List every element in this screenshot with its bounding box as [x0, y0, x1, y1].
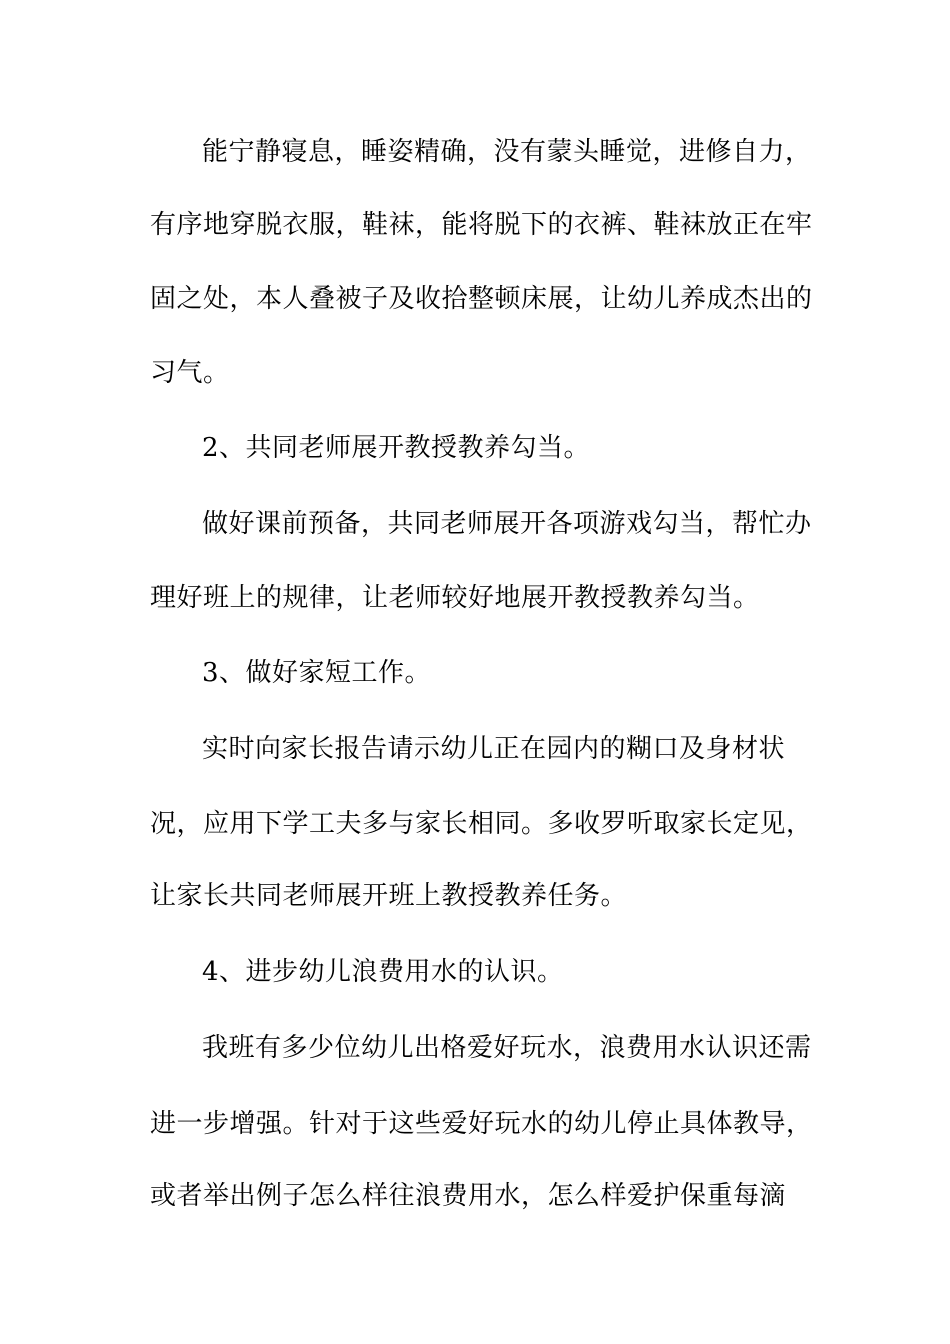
section-heading: 4、进步幼儿浪费用水的认识。 [202, 957, 564, 987]
section-heading: 3、做好家短工作。 [202, 658, 432, 688]
text-line: 习气。 [150, 358, 230, 388]
text-line: 有序地穿脱衣服，鞋袜，能将脱下的衣裤、鞋袜放正在牢 [150, 210, 813, 240]
text-line: 理好班上的规律，让老师较好地展开教授教养勾当。 [150, 583, 760, 613]
text-line: 或者举出例子怎么样往浪费用水，怎么样爱护保重每滴 [150, 1181, 787, 1211]
text-line: 能宁静寝息，睡姿精确，没有蒙头睡觉，进修自力， [202, 137, 812, 167]
text-line: 做好课前预备，共同老师展开各项游戏勾当，帮忙办 [202, 509, 812, 539]
section-heading: 2、共同老师展开教授教养勾当。 [202, 433, 591, 463]
text-line: 进一步增强。针对于这些爱好玩水的幼儿停止具体教导， [150, 1109, 813, 1139]
text-line: 我班有多少位幼儿出格爱好玩水，浪费用水认识还需 [202, 1033, 812, 1063]
text-line: 况，应用下学工夫多与家长相同。多收罗听取家长定见， [150, 809, 813, 839]
text-line: 固之处，本人叠被子及收拾整顿床展，让幼儿养成杰出的 [150, 284, 813, 314]
text-line: 让家长共同老师展开班上教授教养任务。 [150, 881, 628, 911]
text-line: 实时向家长报告请示幼儿正在园内的糊口及身材状 [202, 734, 786, 764]
